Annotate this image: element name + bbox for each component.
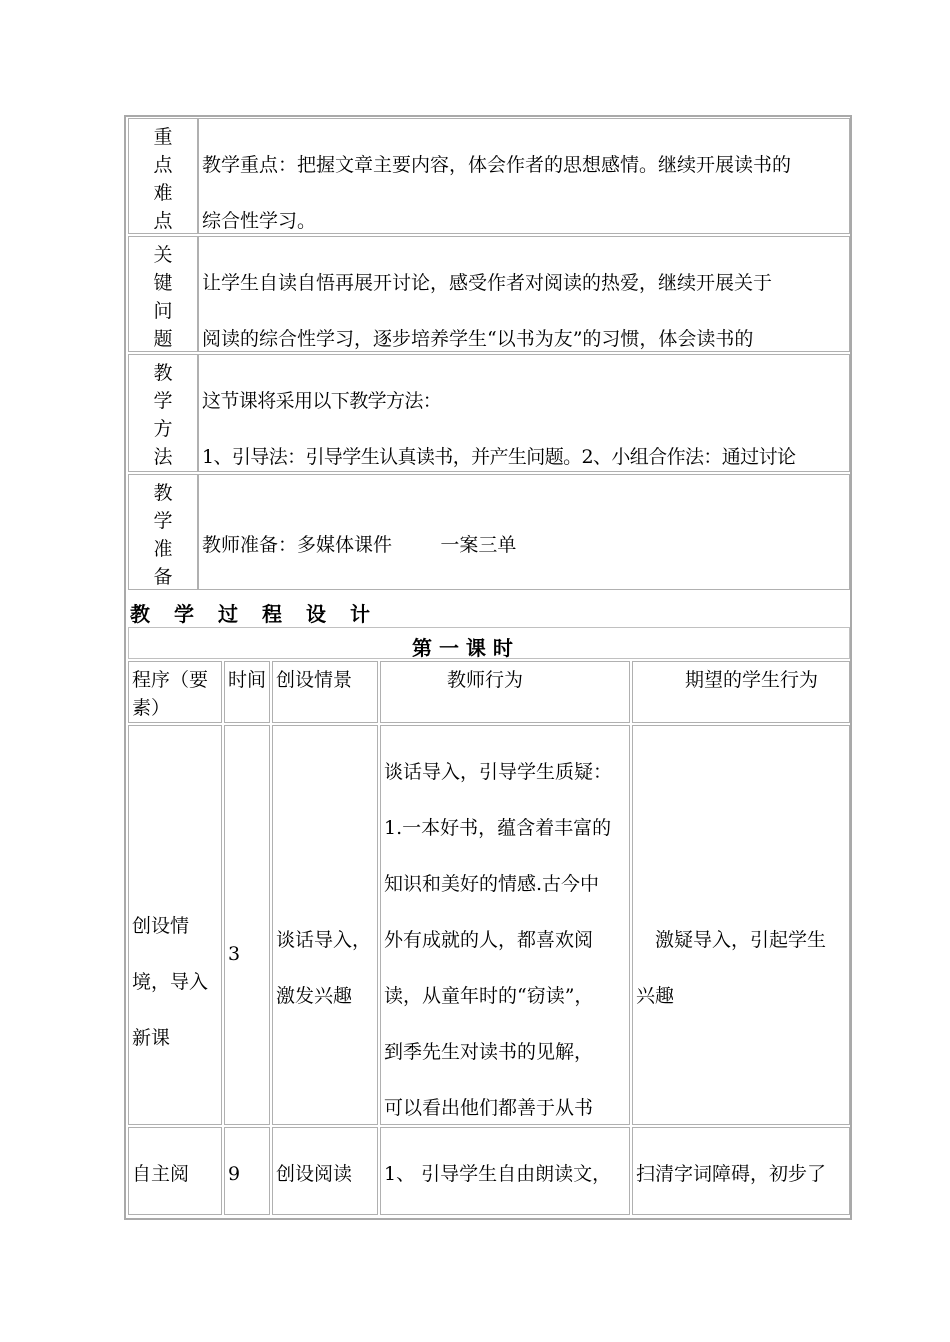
table-row-1-scene — [272, 725, 378, 1125]
section-title: 教 学 过 程 设 计 — [130, 602, 372, 626]
text-line: 知识和美好的情感.古今中 — [384, 873, 600, 895]
text-line: 创设情 — [132, 915, 190, 937]
text-line: 创设阅读 — [276, 1163, 353, 1185]
text-line: 读，从童年时的“窃读”， — [384, 985, 594, 1007]
text-line: 9 — [228, 1163, 241, 1185]
lesson-title: 第 一 课 时 — [412, 636, 513, 660]
text-line: 谈话导入，引导学生质疑： — [384, 761, 613, 783]
text-line: 到季先生对读书的见解， — [384, 1041, 594, 1063]
row-label-key-questions: 关 键 问 题 — [128, 236, 198, 352]
table-row-2-scene — [272, 1127, 378, 1215]
text-line: 1、 引导学生自由朗读文， — [384, 1163, 612, 1185]
text-line: 外有成就的人，都喜欢阅 — [384, 929, 594, 951]
text-line: 3 — [228, 943, 241, 965]
text-line: 教学重点：把握文章主要内容，体会作者的思想感情。继续开展读书的 — [202, 154, 792, 176]
text-line: 自主阅 — [132, 1163, 190, 1185]
table-row-1-procedure — [128, 725, 222, 1125]
row-label-preparation: 教 学 准 备 — [128, 474, 198, 590]
row-label-teaching-methods: 教 学 方 法 — [128, 354, 198, 472]
table-row-1-student — [632, 725, 850, 1125]
text-line — [202, 587, 847, 590]
text-line: 这节课将采用以下教学方法： — [202, 390, 442, 412]
row-content-preparation — [198, 474, 850, 590]
row-content-teaching-methods — [198, 354, 850, 472]
text-line: 1.一本好书，蕴含着丰富的 — [384, 817, 612, 839]
text-line: 境，导入 — [132, 971, 209, 993]
col-header-teacher: 教师行为 — [380, 661, 630, 723]
text-line: 1、引导法：引导学生认真读书，并产生问题。2、小组合作法：通过讨论 — [202, 446, 796, 468]
col-header-student: 期望的学生行为 — [632, 661, 850, 723]
col-header-scene: 创设情景 — [272, 661, 378, 723]
row-content-key-points — [198, 118, 850, 234]
table-row-1-time — [224, 725, 270, 1125]
text-line: 阅读的综合性学习，逐步培养学生“以书为友”的习惯，体会读书的 — [202, 328, 754, 350]
text-line: 激疑导入，引起学生 — [636, 929, 827, 951]
table-row-1-teacher — [380, 725, 630, 1125]
text-line: 兴趣 — [636, 985, 675, 1007]
col-header-procedure: 程序（要素） — [128, 661, 222, 723]
text-line: 激发兴趣 — [276, 985, 353, 1007]
table-row-2-time — [224, 1127, 270, 1215]
text-line: 教师准备：多媒体课件 一案三单 — [202, 534, 517, 556]
col-header-time: 时间 — [224, 661, 270, 723]
text-line: 扫清字词障碍，初步了 — [636, 1163, 827, 1185]
table-row-2-teacher — [380, 1127, 630, 1215]
table-row-2-student — [632, 1127, 850, 1215]
table-row-2-procedure — [128, 1127, 222, 1215]
row-content-key-questions — [198, 236, 850, 352]
text-line: 可以看出他们都善于从书 — [384, 1097, 594, 1119]
text-line: 综合性学习。 — [202, 210, 317, 232]
row-label-key-points: 重 点 难 点 — [128, 118, 198, 234]
text-line: 让学生自读自悟再展开讨论，感受作者对阅读的热爱，继续开展关于 — [202, 272, 773, 294]
text-line: 新课 — [132, 1027, 171, 1049]
text-line: 谈话导入， — [276, 929, 372, 951]
